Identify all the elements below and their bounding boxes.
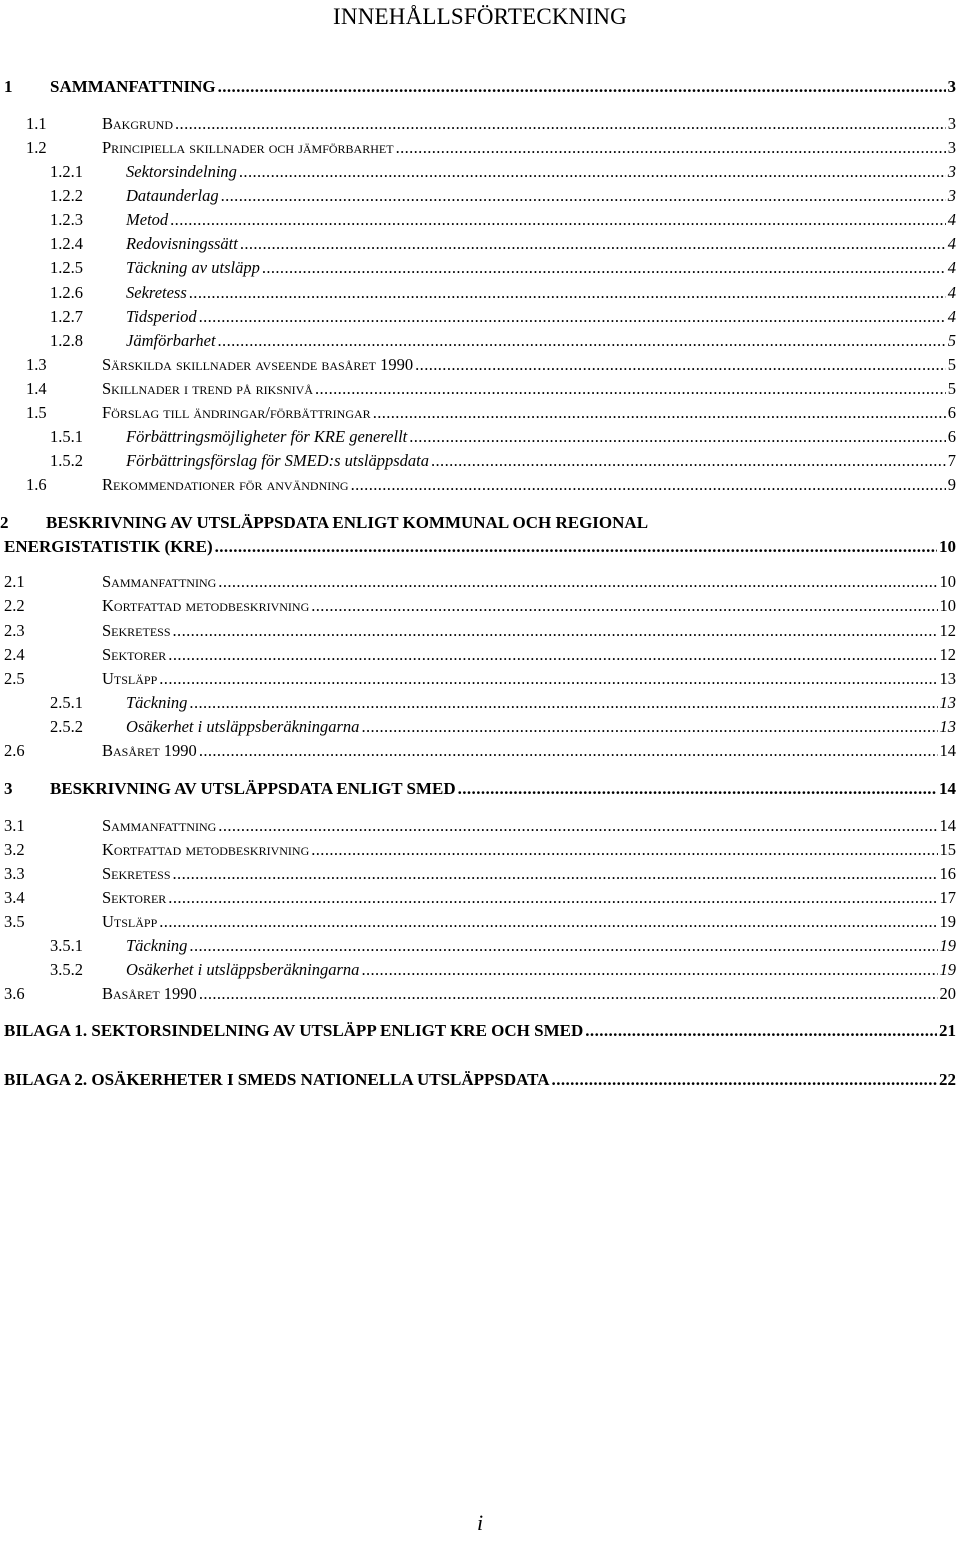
toc-entry-number: 1.2.7	[50, 307, 83, 326]
toc-entry-page: 6	[947, 427, 956, 446]
toc-leader-dots	[311, 595, 937, 617]
toc-entry-3-5[interactable]	[4, 911, 956, 933]
toc-entry-label: Sammanfattning	[102, 816, 217, 835]
toc-entry-2-6[interactable]	[4, 740, 956, 762]
toc-entry-label: Sekretess	[126, 283, 187, 302]
toc-entry-page: 4	[947, 283, 956, 302]
toc-entry-1-4[interactable]	[26, 378, 956, 400]
toc-entry-3-2[interactable]	[4, 839, 956, 861]
toc-entry-number: 1.5	[26, 403, 47, 422]
toc-entry-page: 14	[939, 741, 956, 760]
toc-entry-2-5-1[interactable]	[50, 692, 956, 714]
toc-leader-dots	[199, 983, 938, 1005]
toc-entry-page: 7	[947, 451, 956, 470]
toc-entry-2-3[interactable]	[4, 620, 956, 642]
toc-entry-label: Sammanfattning	[102, 572, 217, 591]
toc-leader-dots	[173, 620, 938, 642]
toc-leader-dots	[168, 887, 937, 909]
toc-leader-dots	[159, 911, 937, 933]
toc-leader-dots	[215, 536, 937, 558]
toc-entry-page: 5	[947, 355, 956, 374]
toc-entry-number: 1	[4, 77, 13, 96]
toc-entry-label: Sektorer	[102, 645, 167, 664]
toc-entry-label: BILAGA 2. OSÄKERHETER I SMEDS NATIONELLA UTSLÄPPSDATA	[4, 1070, 550, 1089]
toc-entry-page: 6	[947, 403, 956, 422]
toc-entry-number: 2.2	[4, 596, 25, 615]
toc-entry-2-line1[interactable]	[0, 512, 956, 534]
toc-entry-2[interactable]	[4, 536, 956, 558]
toc-entry-label: Utsläpp	[102, 912, 158, 931]
toc-entry-page: 13	[939, 693, 956, 712]
toc-entry-page: 10	[939, 537, 956, 556]
toc-entry-page: 3	[947, 138, 956, 157]
toc-entry-label: Sekretess	[102, 621, 171, 640]
toc-entry-page: 3	[947, 114, 956, 133]
toc-leader-dots	[175, 113, 946, 135]
toc-entry-1-2-2[interactable]	[50, 185, 956, 207]
toc-entry-number: 1.2.4	[50, 234, 83, 253]
toc-entry-label: Skillnader i trend på riksnivå	[102, 379, 313, 398]
toc-entry-label: Rekommendationer för användning	[102, 475, 349, 494]
toc-entry-label: ENERGISTATISTIK (KRE)	[4, 537, 213, 556]
toc-entry-label: Metod	[126, 210, 169, 229]
toc-entry-number: 1.5.2	[50, 451, 83, 470]
toc-entry-number: 2.5.2	[50, 717, 83, 736]
toc-entry-1-2[interactable]	[26, 137, 956, 159]
toc-leader-dots	[415, 354, 946, 376]
toc-entry-1-2-4[interactable]	[50, 233, 956, 255]
toc-entry-3-1[interactable]	[4, 815, 956, 837]
toc-entry-page: 4	[947, 258, 956, 277]
toc-entry-number: 3.2	[4, 840, 25, 859]
toc-leader-dots	[361, 716, 937, 738]
toc-entry-number: 2.5	[4, 669, 25, 688]
toc-entry-1-2-5[interactable]	[50, 257, 956, 279]
toc-entry-label: Principiella skillnader och jämförbarhet	[102, 138, 394, 157]
toc-leader-dots	[199, 740, 938, 762]
toc-entry-number: 3.5	[4, 912, 25, 931]
toc-entry-label: Sekretess	[102, 864, 171, 883]
toc-entry-2-5-2[interactable]	[50, 716, 956, 738]
toc-leader-dots	[218, 76, 946, 98]
toc-entry-page: 16	[939, 864, 956, 883]
toc-entry-1-2-7[interactable]	[50, 306, 956, 328]
toc-entry-number: 3.4	[4, 888, 25, 907]
toc-entry-label: Tidsperiod	[126, 307, 197, 326]
toc-entry-number: 1.6	[26, 475, 47, 494]
toc-entry-page: 19	[939, 912, 956, 931]
toc-entry-2-1[interactable]	[4, 571, 956, 593]
toc-entry-label: Förbättringsmöjligheter för KRE generellt	[126, 427, 408, 446]
toc-entry-1-5-2[interactable]	[50, 450, 956, 472]
toc-entry-page: 10	[939, 596, 956, 615]
toc-entry-label: Kortfattad metodbeskrivning	[102, 596, 310, 615]
toc-entry-number: 1.2.8	[50, 331, 83, 350]
toc-entry-1-1[interactable]	[26, 113, 956, 135]
toc-leader-dots	[159, 668, 937, 690]
toc-entry-label: Täckning	[126, 936, 188, 955]
toc-entry-label: Täckning	[126, 693, 188, 712]
toc-entry-label: Basåret 1990	[102, 984, 197, 1003]
toc-entry-number: 3.5.2	[50, 960, 83, 979]
toc-entry-label: Osäkerhet i utsläppsberäkningarna	[126, 960, 360, 979]
toc-leader-dots	[361, 959, 937, 981]
toc-leader-dots	[170, 209, 946, 231]
toc-leader-dots	[458, 778, 937, 800]
toc-entry-1-2-6[interactable]	[50, 282, 956, 304]
toc-entry-label: Redovisningssätt	[126, 234, 238, 253]
toc-entry-label: BESKRIVNING AV UTSLÄPPSDATA ENLIGT SMED	[50, 779, 456, 798]
toc-entry-number: 1.2.2	[50, 186, 83, 205]
toc-leader-dots	[311, 839, 937, 861]
toc-entry-1-5[interactable]	[26, 402, 956, 424]
toc-entry-3-5-1[interactable]	[50, 935, 956, 957]
toc-leader-dots	[189, 692, 937, 714]
toc-leader-dots	[173, 863, 938, 885]
toc-entry-page: 9	[947, 475, 956, 494]
toc-entry-page: 15	[939, 840, 956, 859]
toc-entry-number: 1.2	[26, 138, 47, 157]
toc-leader-dots	[218, 815, 937, 837]
toc-entry-number: 2	[0, 513, 9, 532]
toc-entry-page: 10	[939, 572, 956, 591]
toc-entry-2-2[interactable]	[4, 595, 956, 617]
toc-entry-number: 2.3	[4, 621, 25, 640]
toc-entry-bilaga-1[interactable]	[4, 1020, 956, 1042]
toc-entry-number: 3.6	[4, 984, 25, 1003]
toc-entry-label: Utsläpp	[102, 669, 158, 688]
toc-entry-number: 1.2.5	[50, 258, 83, 277]
toc-entry-number: 3	[4, 779, 13, 798]
toc-entry-page: 5	[947, 379, 956, 398]
toc-entry-label: Sektorsindelning	[126, 162, 237, 181]
toc-entry-3[interactable]	[4, 778, 956, 800]
toc-entry-label: Förslag till ändringar/förbättringar	[102, 403, 371, 422]
toc-entry-page: 3	[947, 77, 956, 96]
toc-entry-label-line1: BESKRIVNING AV UTSLÄPPSDATA ENLIGT KOMMUNAL OCH REGIONAL	[46, 513, 649, 532]
toc-entry-3-6[interactable]	[4, 983, 956, 1005]
toc-leader-dots	[552, 1069, 937, 1091]
toc-entry-page: 14	[939, 779, 956, 798]
toc-entry-3-3[interactable]	[4, 863, 956, 885]
toc-entry-page: 3	[947, 162, 956, 181]
toc-leader-dots	[168, 644, 937, 666]
toc-entry-bilaga-2[interactable]	[4, 1069, 956, 1091]
toc-leader-dots	[585, 1020, 937, 1042]
toc-entry-page: 14	[939, 816, 956, 835]
toc-leader-dots	[221, 185, 946, 207]
toc-entry-2-5[interactable]	[4, 668, 956, 690]
toc-entry-label: Osäkerhet i utsläppsberäkningarna	[126, 717, 360, 736]
toc-entry-label: SAMMANFATTNING	[50, 77, 216, 96]
toc-entry-label: Särskilda skillnader avseende basåret 1990	[102, 355, 414, 374]
toc-entry-number: 1.2.3	[50, 210, 83, 229]
toc-entry-page: 12	[939, 645, 956, 664]
toc-entry-number: 1.5.1	[50, 427, 83, 446]
toc-entry-page: 12	[939, 621, 956, 640]
toc-entry-number: 3.1	[4, 816, 25, 835]
toc-entry-page: 22	[939, 1070, 956, 1089]
toc-entry-number: 2.1	[4, 572, 25, 591]
toc-leader-dots	[240, 233, 946, 255]
toc-leader-dots	[189, 282, 946, 304]
toc-leader-dots	[262, 257, 946, 279]
toc-entry-number: 3.3	[4, 864, 25, 883]
toc-entry-page: 21	[939, 1021, 956, 1040]
toc-entry-label: Jämförbarhet	[126, 331, 216, 350]
toc-title: INNEHÅLLSFÖRTECKNING	[333, 4, 627, 29]
toc-entry-label: Förbättringsförslag för SMED:s utsläppsdata	[126, 451, 429, 470]
toc-entry-1-2-8[interactable]	[50, 330, 956, 352]
toc-entry-page: 13	[939, 669, 956, 688]
toc-entry-3-4[interactable]	[4, 887, 956, 909]
page-number: i	[476, 1510, 484, 1535]
toc-entry-1-2-3[interactable]	[50, 209, 956, 231]
toc-entry-number: 3.5.1	[50, 936, 83, 955]
toc-entry-3-5-2[interactable]	[50, 959, 956, 981]
toc-entry-page: 19	[939, 936, 956, 955]
toc-entry-page: 17	[939, 888, 956, 907]
toc-entry-page: 4	[947, 307, 956, 326]
toc-leader-dots	[351, 474, 946, 496]
toc-entry-number: 1.2.1	[50, 162, 83, 181]
toc-entry-number: 1.4	[26, 379, 47, 398]
toc-leader-dots	[199, 306, 946, 328]
toc-entry-label: Bakgrund	[102, 114, 174, 133]
toc-leader-dots	[218, 330, 946, 352]
toc-entry-label: Täckning av utsläpp	[126, 258, 260, 277]
toc-entry-number: 2.5.1	[50, 693, 83, 712]
toc-entry-1-5-1[interactable]	[50, 426, 956, 448]
toc-entry-page: 20	[939, 984, 956, 1003]
toc-entry-label: Kortfattad metodbeskrivning	[102, 840, 310, 859]
toc-entry-label: Sektorer	[102, 888, 167, 907]
toc-entry-page: 13	[939, 717, 956, 736]
toc-entry-page: 19	[939, 960, 956, 979]
toc-entry-1-3[interactable]	[26, 354, 956, 376]
toc-leader-dots	[431, 450, 946, 472]
toc-entry-number: 2.4	[4, 645, 25, 664]
toc-leader-dots	[409, 426, 946, 448]
toc-leader-dots	[239, 161, 946, 183]
toc-leader-dots	[396, 137, 946, 159]
toc-entry-number: 2.6	[4, 741, 25, 760]
toc-entry-number: 1.1	[26, 114, 47, 133]
toc-entry-page: 4	[947, 210, 956, 229]
toc-leader-dots	[189, 935, 937, 957]
toc-entry-2-4[interactable]	[4, 644, 956, 666]
toc-entry-1[interactable]	[4, 76, 956, 98]
toc-entry-page: 5	[947, 331, 956, 350]
toc-entry-label: Dataunderlag	[126, 186, 219, 205]
toc-leader-dots	[373, 402, 946, 424]
toc-entry-number: 1.2.6	[50, 283, 83, 302]
toc-entry-label: Basåret 1990	[102, 741, 197, 760]
toc-leader-dots	[315, 378, 946, 400]
toc-entry-number: 1.3	[26, 355, 47, 374]
toc-entry-page: 3	[947, 186, 956, 205]
toc-entry-page: 4	[947, 234, 956, 253]
toc-leader-dots	[218, 571, 937, 593]
toc-entry-label: BILAGA 1. SEKTORSINDELNING AV UTSLÄPP ENLIGT KRE OCH SMED	[4, 1021, 584, 1040]
toc-entry-1-2-1[interactable]	[50, 161, 956, 183]
toc-entry-1-6[interactable]	[26, 474, 956, 496]
